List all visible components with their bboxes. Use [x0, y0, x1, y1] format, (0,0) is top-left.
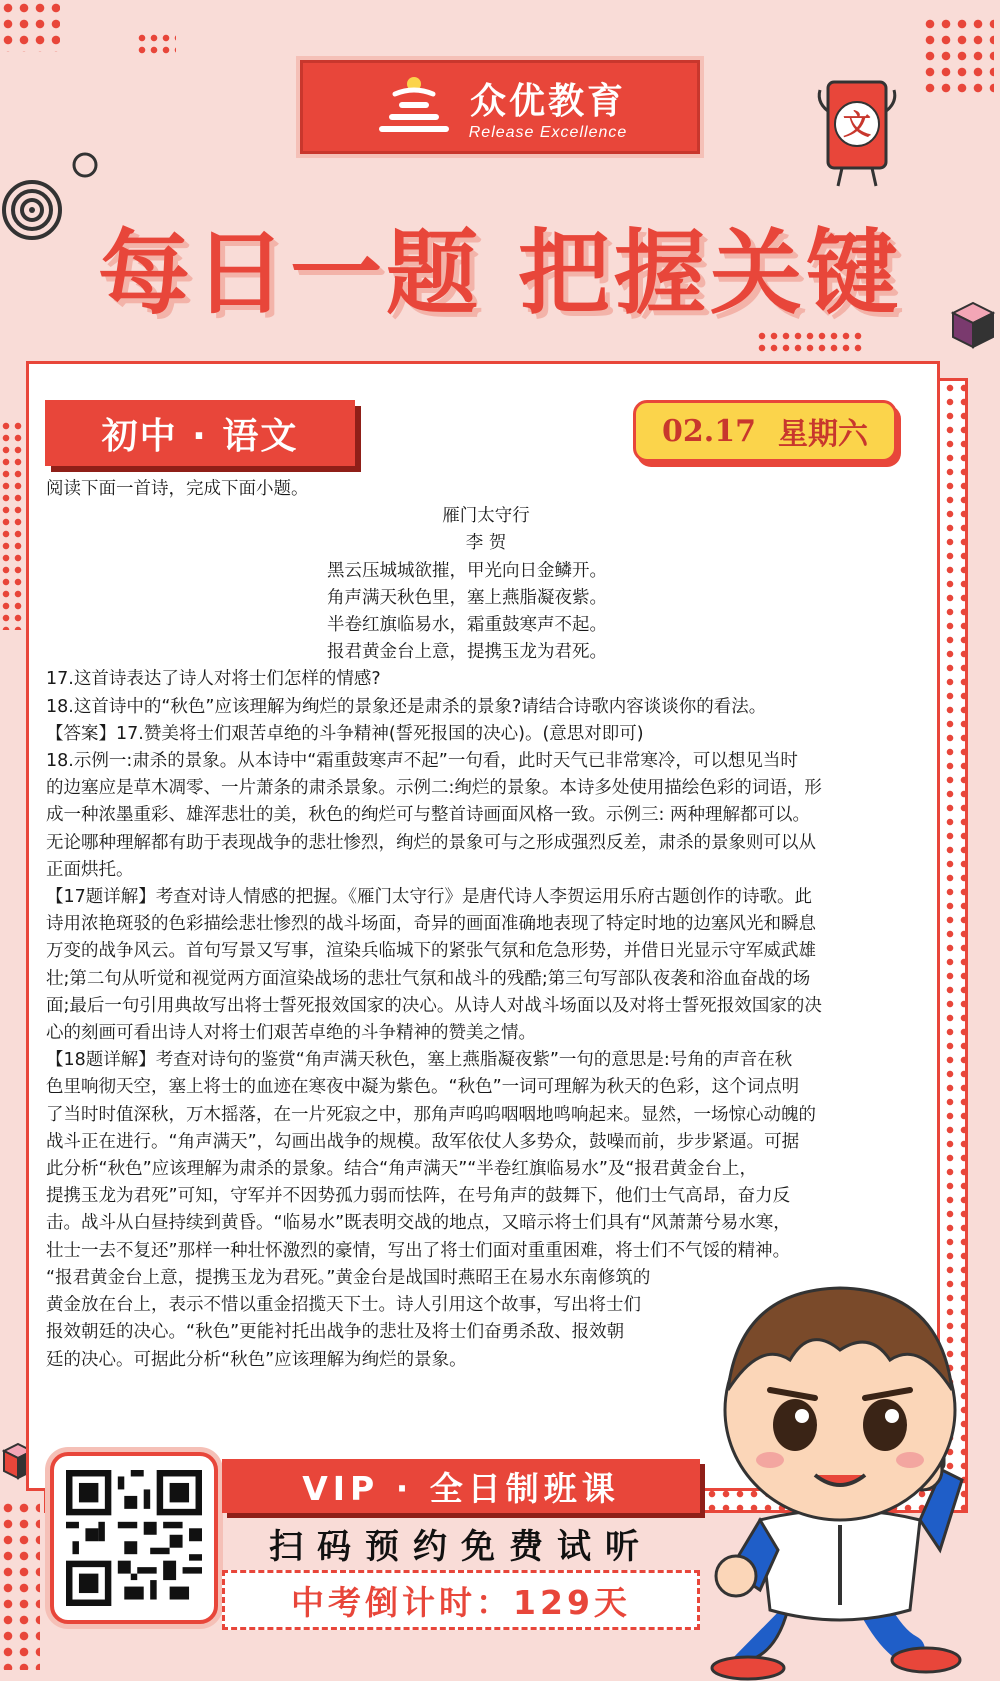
detail18-line: 此分析“秋色”应该理解为肃杀的景象。结合“角声满天”“半卷红旗临易水”及“报君黄金台上， — [46, 1159, 757, 1180]
detail18-line: 了当时时值深秋，万木摇落，在一片死寂之中，那角声呜呜咽咽地鸣响起来。显然，一场惊心动魄的 — [46, 1104, 816, 1125]
exam-countdown: 中考倒计时：129天 — [222, 1570, 700, 1630]
answer-line: 【答案】17.赞美将士们艰苦卓绝的斗争精神(誓死报国的决心)。(意思对即可) — [46, 723, 644, 744]
poem-title: 雁门太守行 — [442, 506, 530, 527]
brand-name: 众优教育 — [469, 80, 626, 122]
detail17-line: 【17题详解】考查对诗人情感的把握。《雁门太守行》是唐代诗人李贺运用乐府古题创作的诗歌。此 — [46, 887, 813, 908]
detail18-line: 黄金放在台上，表示不惜以重金招揽天下士。诗人引用这个故事，写出将士们 — [46, 1295, 641, 1316]
brand-banner — [300, 60, 700, 154]
brand-slogan: Release Excellence — [468, 123, 628, 141]
decor-dots-bottom-left — [0, 1500, 40, 1670]
question-18: 18.这首诗中的“秋色”应该理解为绚烂的景象还是肃杀的景象?请结合诗歌内容谈谈你的看法。 — [46, 696, 767, 717]
mascot-char: 文 — [842, 108, 872, 141]
detail18-line: 廷的决心。可据此分析“秋色”应该理解为绚烂的景象。 — [46, 1349, 467, 1370]
level-subject-tag: 初中 · 语文 — [45, 400, 355, 466]
intro-line: 阅读下面一首诗，完成下面小题。 — [46, 479, 309, 499]
detail17-line: 诗用浓艳斑驳的色彩描绘悲壮惨烈的战斗场面，奇异的画面准确地表现了特定时地的边塞风光和瞬息 — [46, 914, 816, 935]
detail18-line: 提携玉龙为君死”可知，守军并不因势孤力弱而怯阵，在号角声的鼓舞下，他们士气高昂，奋力反 — [46, 1186, 791, 1207]
detail18-line: 战斗正在进行。“角声满天”，勾画出战争的规模。敌军依仗人多势众，鼓噪而前，步步紧逼。可据 — [46, 1131, 800, 1152]
detail17-line: 壮;第二句从听觉和视觉两方面渲染战场的悲壮气氛和战斗的残酷;第三句写部队夜袭和浴血奋战的场 — [46, 968, 811, 989]
answer-line: 成一种浓墨重彩、雄浑悲壮的美，秋色的绚烂可与整首诗画面风格一致。示例三: 两种理解都可以。 — [46, 805, 810, 826]
answer-line: 正面烘托。 — [46, 859, 134, 880]
decor-dots-top-center — [136, 32, 176, 58]
poem-line: 报君黄金台上意，提携玉龙为君死。 — [327, 642, 607, 663]
detail18-line: 击。战斗从白昼持续到黄昏。“临易水”既表明交战的地点，又暗示将士们具有“风萧萧兮易水寒， — [46, 1213, 791, 1234]
date-text: 02.17 — [662, 413, 756, 449]
question-content — [46, 476, 926, 1374]
poem-author: 李 贺 — [465, 533, 507, 554]
answer-line: 的边塞应是草木凋零、一片萧条的肃杀景象。示例二:绚烂的景象。本诗多处使用描绘色彩的词语，形 — [46, 778, 822, 799]
cube-decoration — [70, 150, 100, 180]
poem-line: 角声满天秋色里，塞上燕脂凝夜紫。 — [327, 587, 607, 608]
detail18-line: “报君黄金台上意，提携玉龙为君死。”黄金台是战国时燕昭王在易水东南修筑的 — [46, 1267, 651, 1288]
detail17-line: 万变的战争风云。首句写景又写事，渲染兵临城下的紧张气氛和危急形势，并借日光显示守军威武雄 — [46, 941, 816, 962]
answer-line: 无论哪种理解都有助于表现战争的悲壮惨烈，绚烂的景象可与之形成强烈反差，肃杀的景象则可以从 — [46, 832, 816, 853]
cartoon-boy-mascot-icon — [690, 1270, 990, 1681]
cube-decoration-right — [950, 300, 996, 350]
decor-dots-upper-right — [756, 330, 866, 354]
detail18-line: 色里响彻天空，塞上将士的血迹在寒夜中凝为紫色。“秋色”一词可理解为秋天的色彩，这个词点明 — [46, 1077, 800, 1098]
poem-line: 半卷红旗临易水，霜重鼓寒声不起。 — [327, 615, 607, 636]
brand-logo-icon — [373, 72, 455, 142]
vip-class-banner: VIP · 全日制班课 — [222, 1459, 700, 1513]
weekday-text: 星期六 — [777, 417, 868, 452]
decor-dots-top-right — [922, 16, 994, 96]
detail17-line: 面;最后一句引用典故写出将士誓死报效国家的决心。从诗人对战斗场面以及对将士誓死报效国家的决 — [46, 995, 822, 1016]
detail17-line: 心的刻画可看出诗人对将士们艰苦卓绝的斗争精神的赞美之情。 — [46, 1023, 536, 1044]
answer-line: 18.示例一:肃杀的景象。从本诗中“霜重鼓寒声不起”一句看，此时天气已非常寒冷，可以想见当时 — [46, 751, 798, 772]
detail18-line: 【18题详解】考查对诗句的鉴赏“角声满天秋色，塞上燕脂凝夜紫”一句的意思是:号角的声音在秋 — [46, 1050, 793, 1071]
qr-code-icon — [66, 1470, 202, 1606]
scan-to-book-text: 扫码预约免费试听 — [269, 1526, 653, 1567]
detail18-line: 报效朝廷的决心。“秋色”更能衬托出战争的悲壮及将士们奋勇杀敌、报效朝 — [46, 1322, 625, 1343]
qr-code[interactable] — [50, 1452, 218, 1624]
decor-dots-top-left — [0, 0, 60, 52]
date-tag — [633, 400, 897, 462]
poem-line: 黑云压城城欲摧，甲光向日金鳞开。 — [327, 560, 607, 581]
subject-mascot-icon — [812, 74, 902, 194]
question-17: 17.这首诗表达了诗人对将士们怎样的情感? — [46, 669, 381, 690]
detail18-line: 壮士一去不复还”那样一种壮怀激烈的豪情，写出了将士们面对重重困难，将士们不气馁的精神。 — [46, 1240, 791, 1261]
decor-dots-left-band — [0, 420, 24, 630]
page-headline: 每日一题 把握关键 — [97, 220, 903, 327]
